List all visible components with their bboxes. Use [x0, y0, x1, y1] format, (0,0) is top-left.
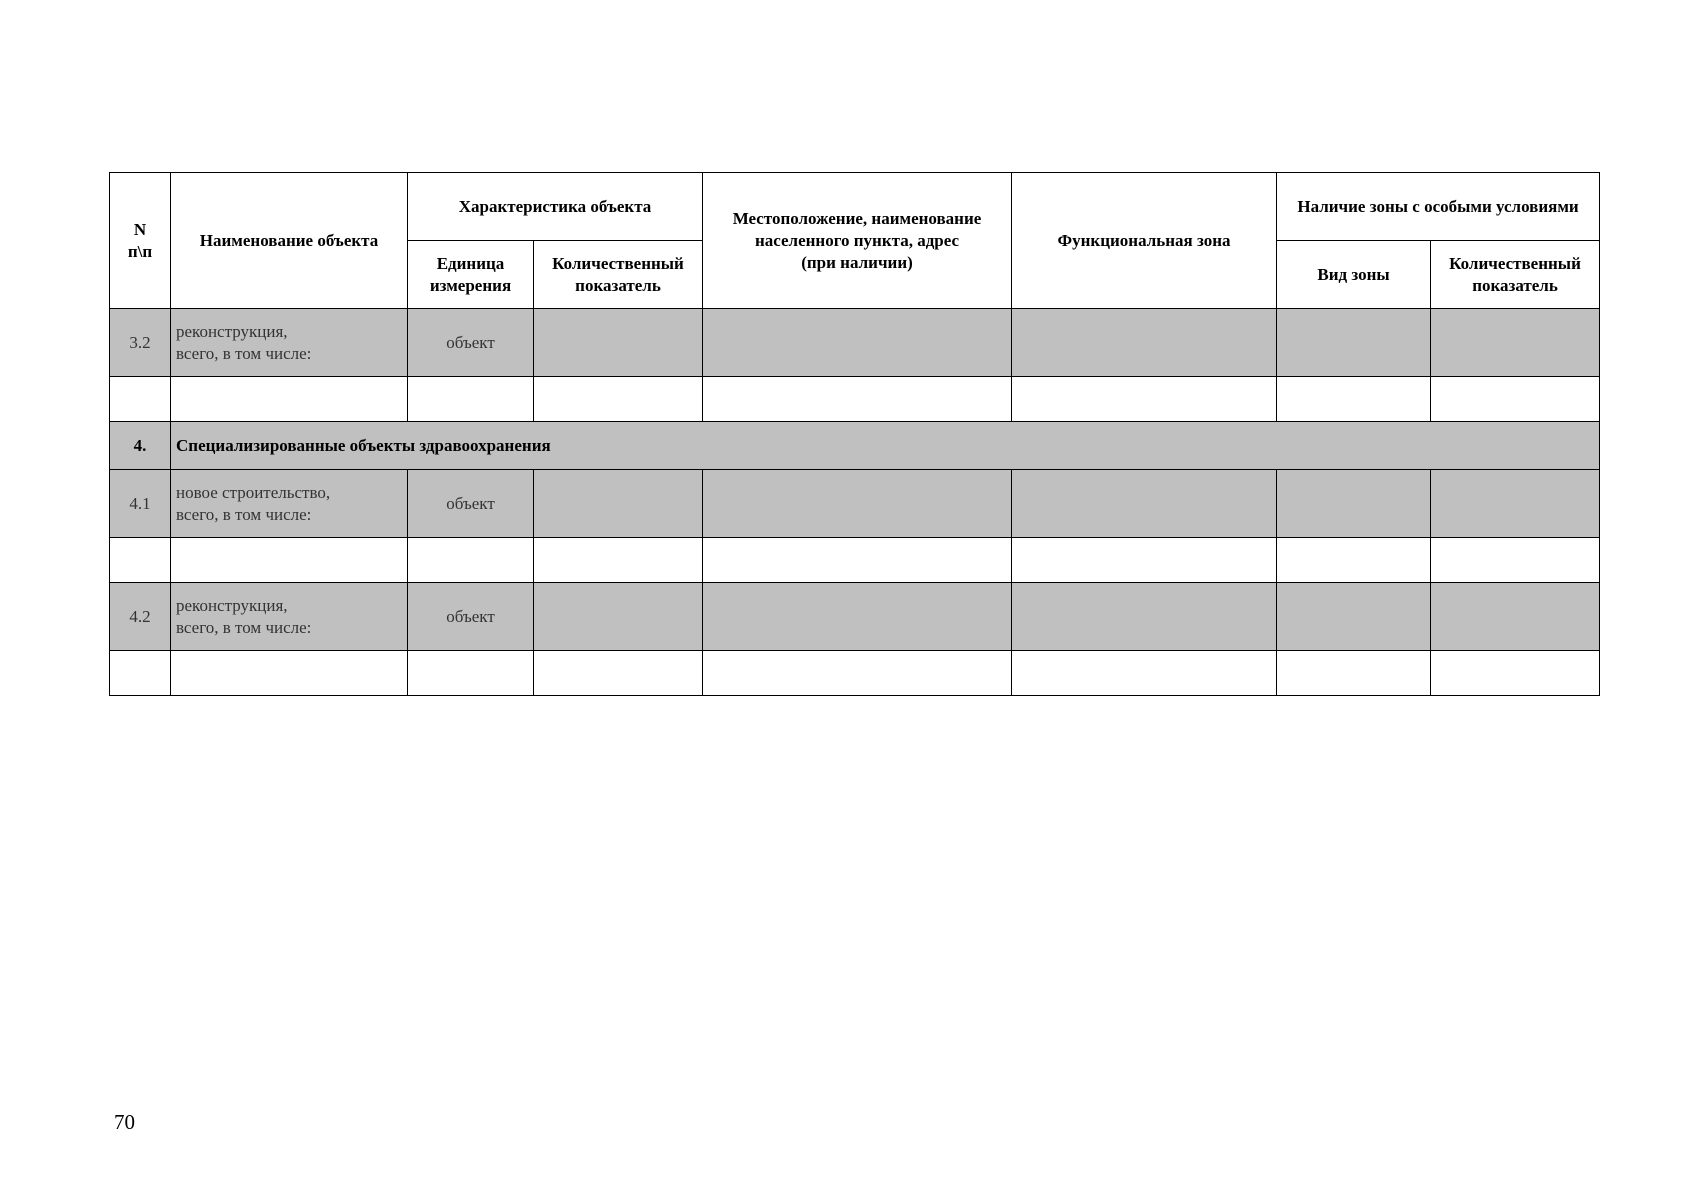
table-cell	[171, 538, 408, 583]
section-row	[110, 422, 1600, 470]
row-name: новое строительство, всего, в том числе:	[171, 470, 408, 538]
section-title: Специализированные объекты здравоохранения	[171, 422, 1600, 470]
table-cell	[703, 583, 1012, 651]
header-num: N п\п	[110, 173, 171, 309]
header-name: Наименование объекта	[171, 173, 408, 309]
table-cell	[1012, 651, 1277, 696]
table-cell	[534, 538, 703, 583]
table-cell	[171, 377, 408, 422]
table-cell	[408, 377, 534, 422]
table-cell	[110, 377, 171, 422]
header-quantity: Количественный показатель	[534, 241, 703, 309]
table-row	[110, 651, 1600, 696]
table-cell	[703, 538, 1012, 583]
table-cell	[703, 377, 1012, 422]
header-zone-quantity: Количественный показатель	[1431, 241, 1600, 309]
table-cell	[1277, 309, 1431, 377]
row-unit: объект	[408, 470, 534, 538]
table-cell	[1431, 377, 1600, 422]
header-special-zone: Наличие зоны с особыми условиями	[1277, 173, 1600, 241]
table-cell	[1012, 377, 1277, 422]
page-number: 70	[114, 1110, 135, 1134]
table-cell	[1431, 651, 1600, 696]
row-name: реконструкция, всего, в том числе:	[171, 583, 408, 651]
table-cell	[110, 651, 171, 696]
table-cell	[1012, 309, 1277, 377]
table-cell	[534, 309, 703, 377]
table-cell	[534, 470, 703, 538]
table-row	[110, 377, 1600, 422]
section-num: 4.	[110, 422, 171, 470]
table-cell	[534, 651, 703, 696]
table-cell	[1431, 583, 1600, 651]
row-num: 4.1	[110, 470, 171, 538]
table-row	[110, 470, 1600, 538]
row-num: 3.2	[110, 309, 171, 377]
header-zone-type: Вид зоны	[1277, 241, 1431, 309]
table-cell	[1277, 470, 1431, 538]
header-functional-zone: Функциональная зона	[1012, 173, 1277, 309]
table-cell	[703, 309, 1012, 377]
table-cell	[1431, 538, 1600, 583]
table-cell	[1277, 583, 1431, 651]
table-cell	[1277, 651, 1431, 696]
table-row	[110, 538, 1600, 583]
table-cell	[534, 377, 703, 422]
table-cell	[171, 651, 408, 696]
table-cell	[1012, 470, 1277, 538]
table-cell	[1012, 583, 1277, 651]
table-cell	[1277, 538, 1431, 583]
row-name: реконструкция, всего, в том числе:	[171, 309, 408, 377]
table-cell	[534, 583, 703, 651]
table-cell	[1431, 309, 1600, 377]
table-cell	[1012, 538, 1277, 583]
table-cell	[1277, 377, 1431, 422]
table-cell	[703, 651, 1012, 696]
row-num: 4.2	[110, 583, 171, 651]
table-row	[110, 583, 1600, 651]
header-unit: Единица измерения	[408, 241, 534, 309]
table-cell	[408, 538, 534, 583]
table-cell	[703, 470, 1012, 538]
row-unit: объект	[408, 309, 534, 377]
table-cell	[408, 651, 534, 696]
header-location: Местоположение, наименование населенного пункта, адрес (при наличии)	[703, 173, 1012, 309]
header-characteristic: Характеристика объекта	[408, 173, 703, 241]
row-unit: объект	[408, 583, 534, 651]
table-row	[110, 309, 1600, 377]
table-cell	[1431, 470, 1600, 538]
object-table	[109, 172, 1600, 696]
table-cell	[110, 538, 171, 583]
